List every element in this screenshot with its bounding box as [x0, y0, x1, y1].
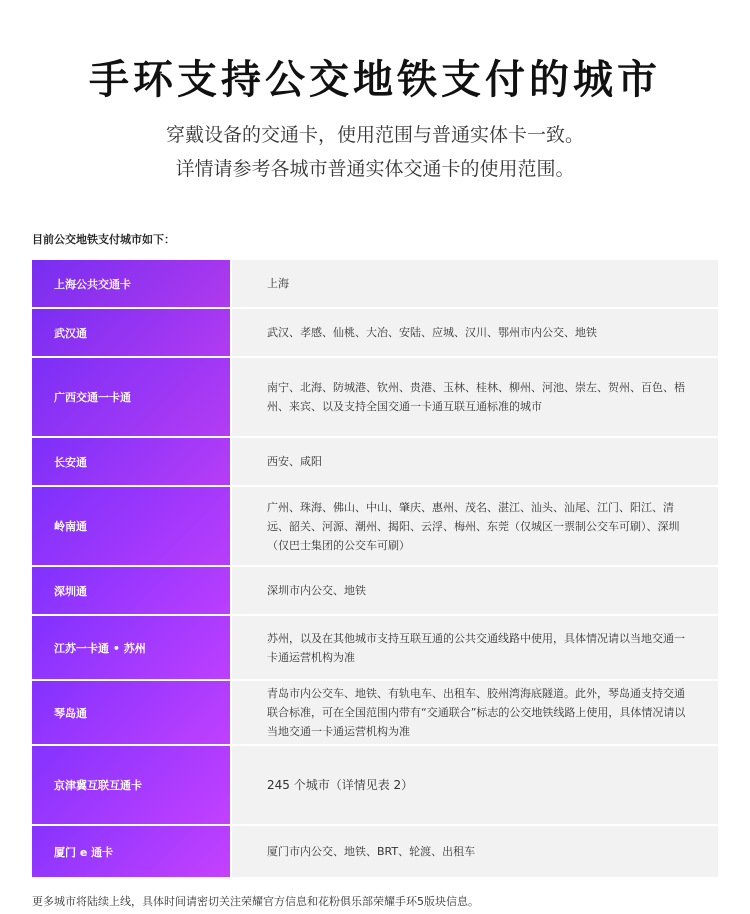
city-list: 苏州，以及在其他城市支持互联互通的公共交通线路中使用，具体情况请以当地交通一卡通运营机构为准 [232, 616, 718, 679]
city-table [32, 260, 718, 879]
city-list: 深圳市内公交、地铁 [232, 567, 718, 614]
footer-note: 更多城市将陆续上线，具体时间请密切关注荣耀官方信息和花粉俱乐部荣耀手环5版块信息。 [32, 895, 479, 908]
city-list: 武汉、孝感、仙桃、大冶、安陆、应城、汉川、鄂州市内公交、地铁 [232, 309, 718, 356]
page-title: 手环支持公交地铁支付的城市 [89, 57, 661, 103]
subtitle-line-2: 详情请参考各城市普通实体交通卡的使用范围。 [175, 158, 575, 180]
table-row [32, 358, 718, 436]
city-list: 青岛市内公交车、地铁、有轨电车、出租车、胶州湾海底隧道。此外，琴岛通支持交通联合标准，可在全国范围内带有“交通联合”标志的公交地铁线路上使用，具体情况请以当地交通一卡通运营机构为准 [232, 681, 718, 744]
table-row [32, 567, 718, 614]
table-row [32, 616, 718, 679]
city-list: 南宁、北海、防城港、钦州、贵港、玉林、桂林、柳州、河池、崇左、贺州、百色、梧州、来宾、以及支持全国交通一卡通互联互通标准的城市 [232, 358, 718, 436]
table-row [32, 309, 718, 356]
table-row [32, 826, 718, 877]
card-name: 武汉通 [32, 309, 230, 356]
city-list: 广州、珠海、佛山、中山、肇庆、惠州、茂名、湛江、汕头、汕尾、江门、阳江、清远、韶关、河源、潮州、揭阳、云浮、梅州、东莞（仅城区一票制公交车可刷）、深圳（仅巴士集团的公交车可刷） [232, 487, 718, 565]
table-row [32, 487, 718, 565]
card-name: 长安通 [32, 438, 230, 485]
table-row [32, 260, 718, 307]
subtitle-line-1: 穿戴设备的交通卡，使用范围与普通实体卡一致。 [165, 124, 584, 146]
card-name: 江苏一卡通 • 苏州 [32, 616, 230, 679]
table-row [32, 438, 718, 485]
intro-text: 目前公交地铁支付城市如下： [32, 233, 175, 246]
table-row [32, 746, 718, 824]
card-name: 岭南通 [32, 487, 230, 565]
card-name: 深圳通 [32, 567, 230, 614]
card-name: 京津冀互联互通卡 [32, 746, 230, 824]
card-name: 琴岛通 [32, 681, 230, 744]
card-name: 上海公共交通卡 [32, 260, 230, 307]
city-list: 245 个城市（详情见表 2） [232, 746, 718, 824]
city-list: 上海 [232, 260, 718, 307]
table-row [32, 681, 718, 744]
card-name: 厦门 e 通卡 [32, 826, 230, 877]
city-list: 西安、咸阳 [232, 438, 718, 485]
city-list: 厦门市内公交、地铁、BRT、轮渡、出租车 [232, 826, 718, 877]
card-name: 广西交通一卡通 [32, 358, 230, 436]
